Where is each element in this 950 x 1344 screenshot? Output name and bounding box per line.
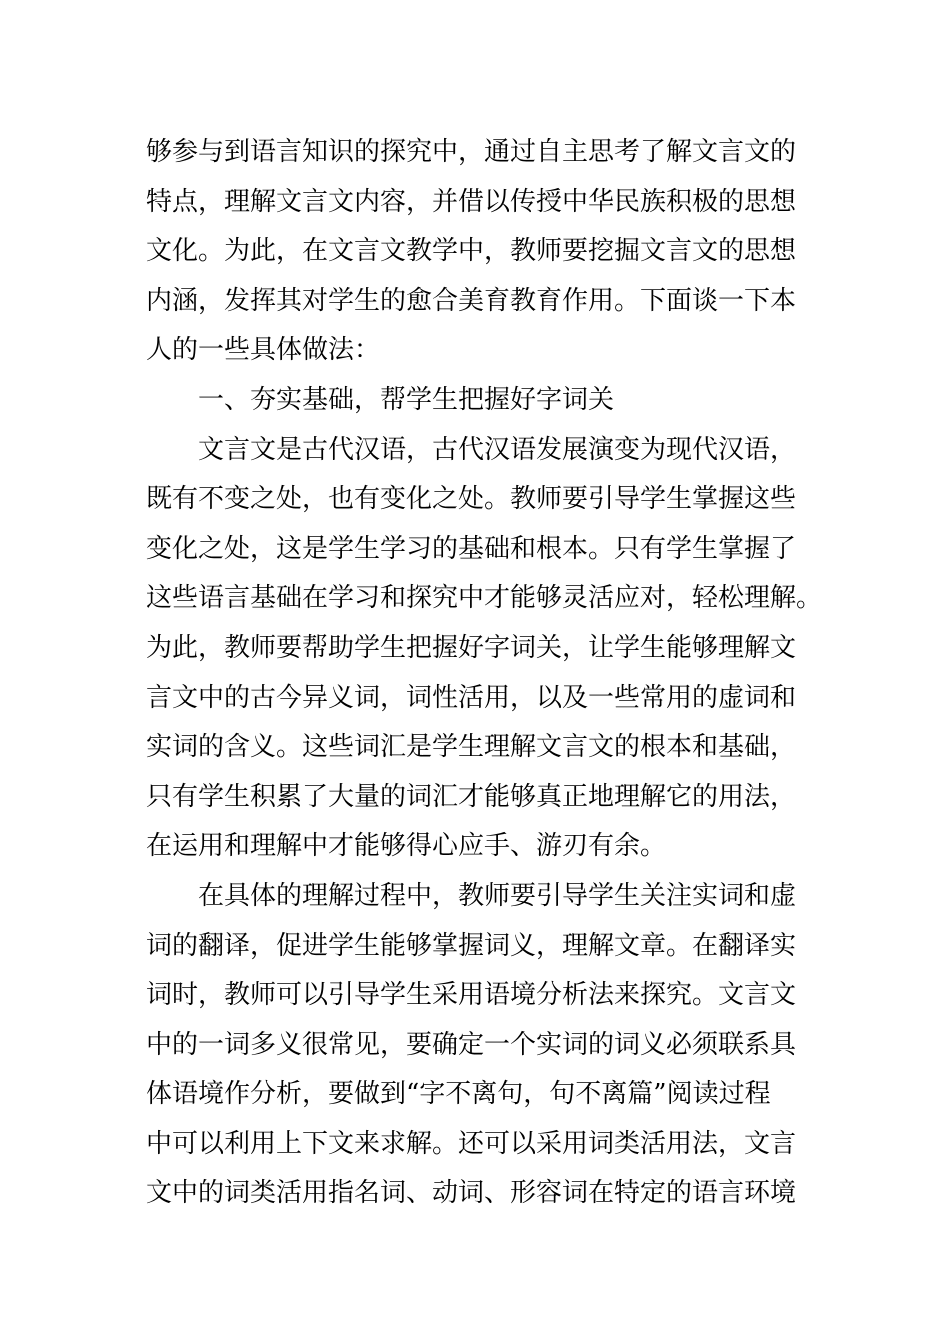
text-line: 中的一词多义很常见，要确定一个实词的词义必须联系具 xyxy=(146,1029,797,1060)
text-line: 这些语言基础在学习和探究中才能够灵活应对，轻松理解。 xyxy=(146,583,823,614)
text-line: 只有学生积累了大量的词汇才能够真正地理解它的用法， xyxy=(146,781,797,812)
paragraph-start: 文言文是古代汉语，古代汉语发展演变为现代汉语， xyxy=(198,434,797,465)
body-text xyxy=(146,128,823,1219)
paragraph-start: 在具体的理解过程中，教师要引导学生关注实词和虚 xyxy=(198,880,797,911)
text-line: 文化。为此，在文言文教学中，教师要挖掘文言文的思想 xyxy=(146,236,797,267)
text-line: 实词的含义。这些词汇是学生理解文言文的根本和基础， xyxy=(146,732,797,763)
text-line: 既有不变之处，也有变化之处。教师要引导学生掌握这些 xyxy=(146,484,797,515)
text-line: 文中的词类活用指名词、动词、形容词在特定的语言环境 xyxy=(146,1178,797,1209)
text-line: 词时，教师可以引导学生采用语境分析法来探究。文言文 xyxy=(146,980,797,1011)
text-line: 中可以利用上下文来求解。还可以采用词类活用法，文言 xyxy=(146,1128,797,1159)
text-line: 内涵，发挥其对学生的愈合美育教育作用。下面谈一下本 xyxy=(146,285,797,316)
section-heading: 一、夯实基础，帮学生把握好字词关 xyxy=(198,384,615,415)
text-line: 为此，教师要帮助学生把握好字词关，让学生能够理解文 xyxy=(146,632,797,663)
text-line: 言文中的古今异义词，词性活用，以及一些常用的虚词和 xyxy=(146,682,797,713)
text-line: 人的一些具体做法： xyxy=(146,335,381,366)
text-line: 词的翻译，促进学生能够掌握词义，理解文章。在翻译实 xyxy=(146,930,797,961)
text-line: 变化之处，这是学生学习的基础和根本。只有学生掌握了 xyxy=(146,533,797,564)
text-line: 体语境作分析，要做到“字不离句，句不离篇”阅读过程 xyxy=(146,1079,771,1110)
text-line: 特点，理解文言文内容，并借以传授中华民族积极的思想 xyxy=(146,186,797,217)
text-line: 够参与到语言知识的探究中，通过自主思考了解文言文的 xyxy=(146,137,797,167)
text-line: 在运用和理解中才能够得心应手、游刃有余。 xyxy=(146,831,667,862)
